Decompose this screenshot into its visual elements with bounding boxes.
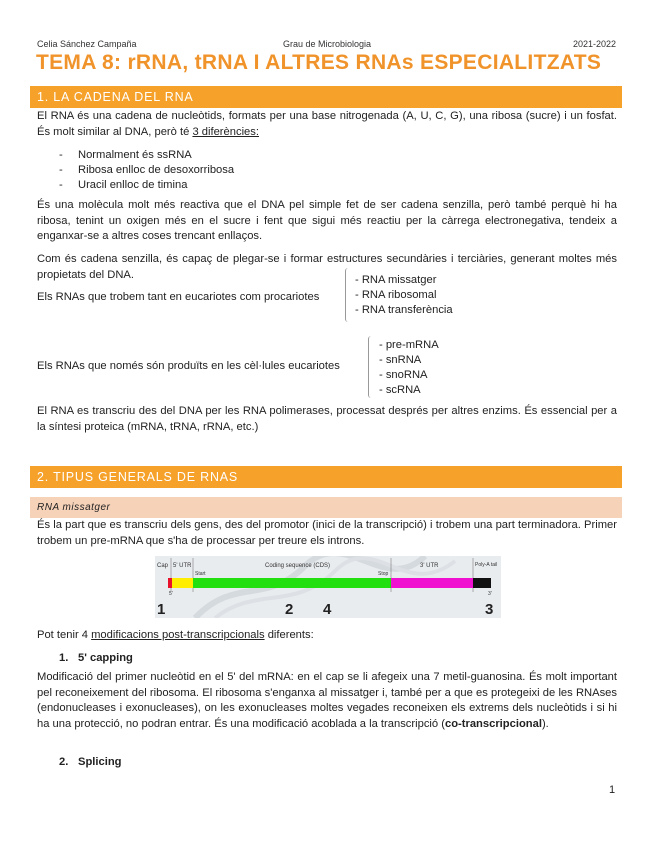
mrna-diagram-svg (155, 556, 501, 618)
s1-paragraph-2: És una molècula molt més reactiva que el DNA pel simple fet de ser cadena senzilla, però també perquè hi ha ribosa, tenint un oxigen més en el sucre i fent que sigui més reactiu per la càrrega electronegativa, tendeix a enganxar-se a altres coses trencant enllaços. (37, 199, 617, 243)
euk-rnas-list (379, 338, 439, 398)
label-5utr: 5' UTR (173, 563, 192, 569)
cap-segment (168, 578, 172, 588)
list-item: - Ribosa enlloc de desoxorribosa (59, 164, 235, 176)
header-author: Celia Sánchez Campaña (37, 39, 137, 49)
euk-rnas-label: Els RNAs que només són produïts en les cèl·lules eucariotes (37, 360, 340, 372)
list-item: - Normalment és ssRNA (59, 149, 192, 161)
label-5-end: 5' (169, 591, 173, 597)
header-course: Grau de Microbiologia (283, 39, 372, 49)
s2-paragraph-1: És la part que es transcriu dels gens, des del promotor (inici de la transcripció) i trobem una part terminadora. Primer trobem un pre-mRNA que s'ha de processar per treure els introns. (37, 519, 617, 547)
s2-paragraph-3: Modificació del primer nucleòtid en el 5' del mRNA: en el cap se li afegeix una 7 metil-guanosina. És molt important pel reconeixement del ribosoma. El ribosoma s'enganxa al missatger i, també per a que es protegeixi de les RNAses (endonucleases i exonucleases), on les exonucleases moltes vegades reconeixen els extrems dels nucleòtids i si hi ha una protecció, no podran entrar. És una modificació acoblada a la transcripció (co-transcripcional). (37, 671, 617, 730)
list-item: - Uracil enlloc de timina (59, 179, 188, 191)
utr3-segment (391, 578, 473, 588)
item-1-number: 1. (59, 652, 69, 664)
number-4: 4 (323, 601, 332, 618)
list-item: - RNA transferència (355, 304, 453, 316)
sub-heading-mrna: RNA missatger (30, 497, 622, 518)
number-3: 3 (485, 601, 494, 618)
label-stop: Stop (378, 571, 389, 577)
number-1: 1 (157, 601, 166, 618)
section-1-heading: 1. LA CADENA DEL RNA (30, 86, 622, 108)
section-2-heading: 2. TIPUS GENERALS DE RNAS (30, 466, 622, 488)
item-2-number: 2. (59, 756, 69, 768)
label-cds: Coding sequence (CDS) (265, 563, 331, 569)
differences-list (59, 148, 359, 193)
page-title: TEMA 8: rRNA, tRNA I ALTRES RNAs ESPECIALITZATS (36, 51, 602, 74)
s1-paragraph-4: El RNA es transcriu des del DNA per les RNA polimerases, processat després per altres enzims. És essencial per a la síntesi proteica (mRNA, tRNA, rRNA, etc.) (37, 405, 617, 433)
list-item: - snoRNA (379, 369, 428, 381)
label-polya: Poly-A tail (475, 562, 498, 568)
s2-paragraph-2: Pot tenir 4 modificacions post-transcripcionals diferents: (37, 629, 314, 641)
utr5-segment (172, 578, 193, 588)
polya-segment (473, 578, 491, 588)
label-cap: Cap (157, 563, 169, 569)
both-rnas-list (355, 273, 453, 318)
item-2-title: Splicing (78, 756, 122, 768)
brace (345, 268, 351, 322)
both-rnas-label: Els RNAs que trobem tant en eucariotes com procariotes (37, 291, 320, 303)
s1-paragraph-3: Com és cadena senzilla, és capaç de plegar-se i formar estructures secundàries i terciàries, generant moltes més propietats del DNA. (37, 253, 617, 281)
list-item: - RNA missatger (355, 274, 437, 286)
header-year: 2021-2022 (573, 39, 617, 49)
label-3-end: 3' (488, 591, 492, 597)
label-start: Start (195, 571, 206, 577)
page-number: 1 (609, 784, 616, 796)
s1-paragraph-1: El RNA és una cadena de nucleòtids, formats per una base nitrogenada (A, U, C, G), una ribosa (sucre) i un fosfat. És molt similar al DNA, però té 3 diferències: (37, 110, 617, 138)
cds-segment (193, 578, 391, 588)
list-item: - scRNA (379, 384, 421, 396)
list-item: - RNA ribosomal (355, 289, 437, 301)
item-1-title: 5' capping (78, 652, 133, 664)
mrna-structure-diagram (155, 556, 501, 618)
list-item: - snRNA (379, 354, 422, 366)
brace (368, 336, 374, 398)
number-2: 2 (285, 601, 294, 618)
list-item: - pre-mRNA (379, 339, 439, 351)
label-3utr: 3' UTR (420, 563, 439, 569)
